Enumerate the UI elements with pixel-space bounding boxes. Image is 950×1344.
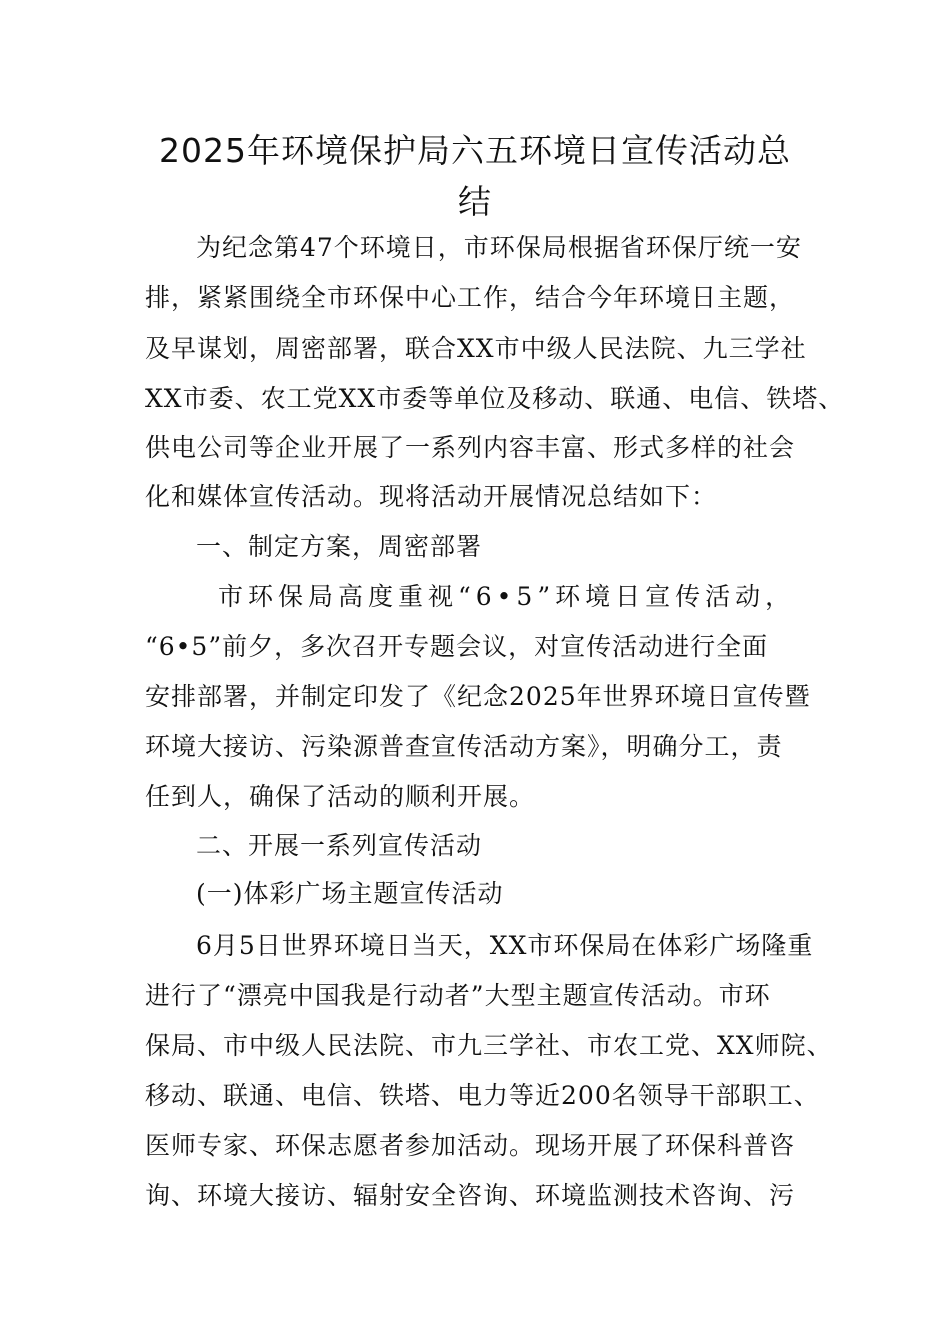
paragraph-line: 排，紧紧围绕全市环保中心工作，结合今年环境日主题， <box>145 283 796 312</box>
document-title-line-1: 2025年环境保护局六五环境日宣传活动总 <box>159 131 791 170</box>
paragraph-line: 供电公司等企业开展了一系列内容丰富、形式多样的社会 <box>145 433 796 462</box>
paragraph-line: 保局、市中级人民法院、市九三学社、市农工党、XX师院、 <box>145 1031 833 1060</box>
paragraph-line: XX市委、农工党XX市委等单位及移动、联通、电信、铁塔、 <box>145 384 845 413</box>
paragraph-line: 为纪念第47个环境日，市环保局根据省环保厅统一安 <box>196 233 802 262</box>
section-heading: 二、开展一系列宣传活动 <box>196 831 483 860</box>
paragraph-line: “6•5”前夕，多次召开专题会议，对宣传活动进行全面 <box>145 632 769 661</box>
subsection-heading: (一)体彩广场主题宣传活动 <box>196 879 504 908</box>
section-heading: 一、制定方案，周密部署 <box>196 532 483 561</box>
document-title-line-2: 结 <box>458 182 492 221</box>
paragraph-line: 询、环境大接访、辐射安全咨询、环境监测技术咨询、污 <box>145 1181 796 1210</box>
paragraph-line: 安排部署，并制定印发了《纪念2025年世界环境日宣传暨 <box>145 682 811 711</box>
paragraph-line: 进行了“漂亮中国我是行动者”大型主题宣传活动。市环 <box>145 981 771 1010</box>
paragraph-line: 移动、联通、电信、铁塔、电力等近200名领导干部职工、 <box>145 1081 820 1110</box>
paragraph-line: 环境大接访、污染源普查宣传活动方案》，明确分工，责 <box>145 732 783 761</box>
paragraph-line: 医师专家、环保志愿者参加活动。现场开展了环保科普咨 <box>145 1131 796 1160</box>
paragraph-line: 化和媒体宣传活动。现将活动开展情况总结如下： <box>145 482 718 511</box>
paragraph-line: 6月5日世界环境日当天，XX市环保局在体彩广场隆重 <box>196 931 814 960</box>
paragraph-line: 及早谋划，周密部署，联合XX市中级人民法院、九三学社 <box>145 334 807 363</box>
paragraph-line: 任到人，确保了活动的顺利开展。 <box>145 782 536 811</box>
paragraph-line: 市环保局高度重视“6•5”环境日宣传活动， <box>218 582 796 611</box>
